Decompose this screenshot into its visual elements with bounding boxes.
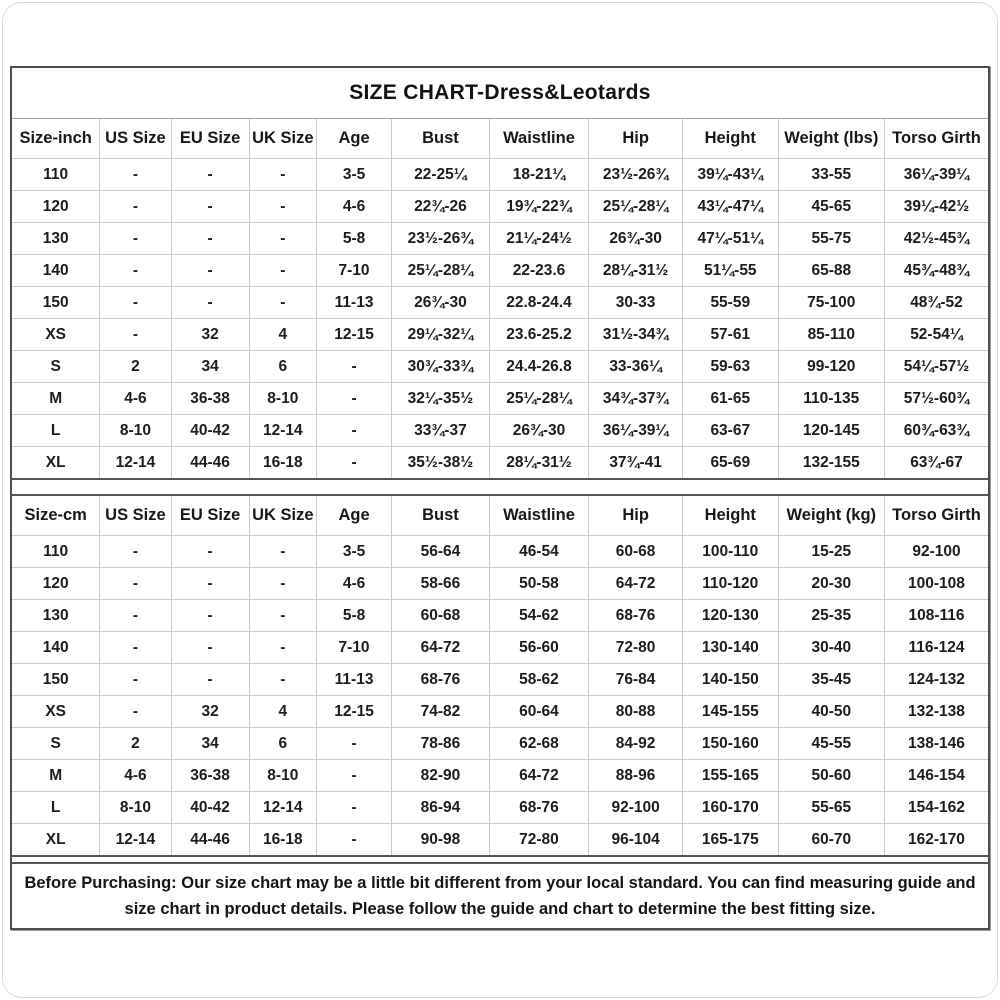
column-header: Torso Girth [884, 495, 988, 536]
table-cell: 86-94 [392, 792, 490, 824]
table-cell: XL [12, 447, 100, 480]
table-cell: - [249, 223, 316, 255]
table-cell: 160-170 [682, 792, 778, 824]
table-cell: 15-25 [778, 536, 884, 568]
table-cell: 45¾-48¾ [884, 255, 988, 287]
table-cell: - [171, 159, 249, 191]
table-cell: 12-14 [100, 824, 171, 857]
table-cell: - [100, 191, 171, 223]
table-cell: 2 [100, 351, 171, 383]
table-cell: 21¼-24½ [489, 223, 589, 255]
table-cell: 58-62 [489, 664, 589, 696]
table-cell: 78-86 [392, 728, 490, 760]
table-cell: - [100, 319, 171, 351]
table-cell: M [12, 760, 100, 792]
table-cell: 108-116 [884, 600, 988, 632]
table-cell: 59-63 [682, 351, 778, 383]
table-cell: 4-6 [316, 191, 391, 223]
table-cell: 68-76 [392, 664, 490, 696]
table-cell: 33¾-37 [392, 415, 490, 447]
column-header: Torso Girth [884, 119, 988, 159]
table-cell: 20-30 [778, 568, 884, 600]
table-cell: 33-36¼ [589, 351, 683, 383]
table-cell: 124-132 [884, 664, 988, 696]
table-row [12, 760, 988, 792]
size-chart-frame [10, 66, 990, 930]
table-row [12, 792, 988, 824]
column-header: Bust [392, 495, 490, 536]
table-row [12, 383, 988, 415]
table-cell: 120 [12, 191, 100, 223]
table-row [12, 536, 988, 568]
table-cell: - [316, 383, 391, 415]
table-cell: 34 [171, 728, 249, 760]
table-cell: - [100, 568, 171, 600]
column-header: UK Size [249, 119, 316, 159]
table-cell: 37¾-41 [589, 447, 683, 480]
table-cell: - [249, 255, 316, 287]
table-cell: 7-10 [316, 632, 391, 664]
page-title: SIZE CHART-Dress&Leotards [12, 68, 988, 119]
size-table-cm [12, 494, 988, 857]
table-cell: 55-75 [778, 223, 884, 255]
column-header: Hip [589, 119, 683, 159]
table-cell: 82-90 [392, 760, 490, 792]
table-row [12, 632, 988, 664]
table-cell: 58-66 [392, 568, 490, 600]
table-cell: 68-76 [589, 600, 683, 632]
header-row [12, 119, 988, 159]
header-row [12, 495, 988, 536]
table-cell: - [249, 568, 316, 600]
table-row [12, 319, 988, 351]
table-cell: 62-68 [489, 728, 589, 760]
table-cell: 33-55 [778, 159, 884, 191]
table-cell: - [171, 664, 249, 696]
table-cell: 140 [12, 632, 100, 664]
table-row [12, 600, 988, 632]
table-cell: 110-135 [778, 383, 884, 415]
column-header: Hip [589, 495, 683, 536]
table-cell: 25-35 [778, 600, 884, 632]
table-cell: - [316, 792, 391, 824]
table-divider-gap [12, 480, 988, 494]
table-row [12, 351, 988, 383]
table-row [12, 255, 988, 287]
table-cell: 92-100 [589, 792, 683, 824]
table-cell: 64-72 [589, 568, 683, 600]
column-header: Waistline [489, 119, 589, 159]
table-cell: 23½-26¾ [589, 159, 683, 191]
table-cell: - [316, 415, 391, 447]
table-cell: 26¾-30 [392, 287, 490, 319]
column-header: Age [316, 495, 391, 536]
table-cell: 110 [12, 536, 100, 568]
table-cell: 48¾-52 [884, 287, 988, 319]
table-cell: 25¼-28¼ [489, 383, 589, 415]
table-cell: - [100, 159, 171, 191]
table-cell: - [249, 159, 316, 191]
table-cell: 63¾-67 [884, 447, 988, 480]
table-cell: 35½-38½ [392, 447, 490, 480]
table-row [12, 447, 988, 480]
table-cell: 50-60 [778, 760, 884, 792]
table-cell: 132-155 [778, 447, 884, 480]
table-cell: 56-60 [489, 632, 589, 664]
table-cell: 32 [171, 319, 249, 351]
table-cell: 16-18 [249, 824, 316, 857]
table-cell: XS [12, 319, 100, 351]
table-cell: 51¼-55 [682, 255, 778, 287]
table-cell: 74-82 [392, 696, 490, 728]
table-cell: - [249, 600, 316, 632]
table-row [12, 824, 988, 857]
table-cell: 8-10 [100, 415, 171, 447]
table-cell: 60-68 [392, 600, 490, 632]
table-cell: 31½-34¾ [589, 319, 683, 351]
table-cell: 64-72 [392, 632, 490, 664]
table-cell: 44-46 [171, 447, 249, 480]
table-cell: 130 [12, 600, 100, 632]
table-cell: 32¼-35½ [392, 383, 490, 415]
table-cell: 32 [171, 696, 249, 728]
table-cell: 54-62 [489, 600, 589, 632]
table-cell: 2 [100, 728, 171, 760]
table-cell: 25¼-28¼ [589, 191, 683, 223]
table-cell: 145-155 [682, 696, 778, 728]
table-cell: 28¼-31½ [489, 447, 589, 480]
table-cell: 150 [12, 287, 100, 319]
table-cell: 6 [249, 728, 316, 760]
table-cell: 3-5 [316, 159, 391, 191]
table-cell: 80-88 [589, 696, 683, 728]
table-cell: - [316, 351, 391, 383]
table-cell: 22.8-24.4 [489, 287, 589, 319]
table-cell: 26¾-30 [589, 223, 683, 255]
table-cell: 63-67 [682, 415, 778, 447]
table-cell: - [171, 287, 249, 319]
table-cell: - [100, 632, 171, 664]
table-cell: 29¼-32¼ [392, 319, 490, 351]
table-cell: 44-46 [171, 824, 249, 857]
table-cell: - [249, 664, 316, 696]
table-cell: - [100, 600, 171, 632]
table-cell: 47¼-51¼ [682, 223, 778, 255]
table-cell: L [12, 415, 100, 447]
table-cell: 12-14 [100, 447, 171, 480]
table-row [12, 159, 988, 191]
column-header: US Size [100, 495, 171, 536]
table-cell: 52-54¼ [884, 319, 988, 351]
table-cell: 61-65 [682, 383, 778, 415]
table-cell: - [316, 728, 391, 760]
table-cell: 65-88 [778, 255, 884, 287]
table-cell: 100-108 [884, 568, 988, 600]
table-cell: - [249, 536, 316, 568]
table-cell: 57½-60¾ [884, 383, 988, 415]
column-header: Bust [392, 119, 490, 159]
table-cell: 23.6-25.2 [489, 319, 589, 351]
table-cell: - [100, 287, 171, 319]
table-cell: 4-6 [100, 760, 171, 792]
table-cell: 36¼-39¼ [884, 159, 988, 191]
column-header: Weight (lbs) [778, 119, 884, 159]
column-header: Height [682, 495, 778, 536]
table-cell: 3-5 [316, 536, 391, 568]
table-cell: 8-10 [249, 760, 316, 792]
table-cell: 16-18 [249, 447, 316, 480]
table-cell: 60-64 [489, 696, 589, 728]
table-cell: 120-130 [682, 600, 778, 632]
table-cell: 12-15 [316, 696, 391, 728]
column-header: Size-cm [12, 495, 100, 536]
table-cell: XS [12, 696, 100, 728]
table-cell: 154-162 [884, 792, 988, 824]
table-cell: 42½-45¾ [884, 223, 988, 255]
table-cell: - [100, 536, 171, 568]
table-cell: 76-84 [589, 664, 683, 696]
table-cell: 36¼-39¼ [589, 415, 683, 447]
table-cell: 110 [12, 159, 100, 191]
table-cell: 30¾-33¾ [392, 351, 490, 383]
table-row [12, 568, 988, 600]
table-cell: 11-13 [316, 287, 391, 319]
table-cell: - [316, 760, 391, 792]
table-cell: 22-25¼ [392, 159, 490, 191]
table-cell: 130 [12, 223, 100, 255]
table-cell: - [249, 191, 316, 223]
table-row [12, 191, 988, 223]
table-cell: 30-33 [589, 287, 683, 319]
table-cell: 30-40 [778, 632, 884, 664]
table-cell: 18-21¼ [489, 159, 589, 191]
table-cell: 92-100 [884, 536, 988, 568]
table-cell: 155-165 [682, 760, 778, 792]
table-cell: 5-8 [316, 600, 391, 632]
table-cell: 165-175 [682, 824, 778, 857]
table-cell: 68-76 [489, 792, 589, 824]
column-header: Weight (kg) [778, 495, 884, 536]
table-cell: 7-10 [316, 255, 391, 287]
table-cell: 4 [249, 319, 316, 351]
table-cell: 56-64 [392, 536, 490, 568]
table-cell: 138-146 [884, 728, 988, 760]
column-header: US Size [100, 119, 171, 159]
table-cell: 19¾-22¾ [489, 191, 589, 223]
table-cell: 4-6 [316, 568, 391, 600]
table-cell: - [171, 536, 249, 568]
table-cell: 8-10 [100, 792, 171, 824]
table-cell: 110-120 [682, 568, 778, 600]
table-cell: - [171, 632, 249, 664]
table-cell: 4-6 [100, 383, 171, 415]
table-cell: - [171, 191, 249, 223]
table-cell: - [100, 223, 171, 255]
table-cell: 35-45 [778, 664, 884, 696]
table-cell: 36-38 [171, 760, 249, 792]
column-header: Age [316, 119, 391, 159]
column-header: Height [682, 119, 778, 159]
table-row [12, 223, 988, 255]
table-cell: 130-140 [682, 632, 778, 664]
table-cell: 150 [12, 664, 100, 696]
table-cell: 84-92 [589, 728, 683, 760]
table-cell: 12-14 [249, 792, 316, 824]
table-cell: 99-120 [778, 351, 884, 383]
table-cell: 22-23.6 [489, 255, 589, 287]
table-cell: - [171, 255, 249, 287]
column-header: EU Size [171, 119, 249, 159]
table-cell: 54¼-57½ [884, 351, 988, 383]
table-cell: 24.4-26.8 [489, 351, 589, 383]
table-cell: XL [12, 824, 100, 857]
table-cell: 50-58 [489, 568, 589, 600]
table-cell: - [171, 568, 249, 600]
table-cell: 60-68 [589, 536, 683, 568]
table-cell: - [100, 255, 171, 287]
table-cell: 4 [249, 696, 316, 728]
table-cell: 55-65 [778, 792, 884, 824]
table-cell: 40-42 [171, 792, 249, 824]
table-cell: 72-80 [489, 824, 589, 857]
table-cell: 40-50 [778, 696, 884, 728]
column-header: EU Size [171, 495, 249, 536]
table-row [12, 696, 988, 728]
table-cell: 57-61 [682, 319, 778, 351]
table-cell: 90-98 [392, 824, 490, 857]
table-cell: 65-69 [682, 447, 778, 480]
table-cell: 8-10 [249, 383, 316, 415]
table-cell: - [171, 223, 249, 255]
table-row [12, 287, 988, 319]
table-cell: 39¼-42½ [884, 191, 988, 223]
table-cell: L [12, 792, 100, 824]
table-cell: 26¾-30 [489, 415, 589, 447]
column-header: UK Size [249, 495, 316, 536]
table-cell: 140 [12, 255, 100, 287]
table-cell: 23½-26¾ [392, 223, 490, 255]
table-cell: - [100, 664, 171, 696]
table-cell: 116-124 [884, 632, 988, 664]
table-cell: 120 [12, 568, 100, 600]
table-cell: 150-160 [682, 728, 778, 760]
table-cell: 162-170 [884, 824, 988, 857]
table-cell: 45-65 [778, 191, 884, 223]
table-row [12, 415, 988, 447]
table-cell: 60-70 [778, 824, 884, 857]
column-header: Size-inch [12, 119, 100, 159]
table-cell: 132-138 [884, 696, 988, 728]
table-cell: - [249, 287, 316, 319]
table-row [12, 664, 988, 696]
table-cell: 75-100 [778, 287, 884, 319]
table-cell: 12-14 [249, 415, 316, 447]
table-cell: M [12, 383, 100, 415]
table-cell: 34¾-37¾ [589, 383, 683, 415]
table-cell: - [316, 447, 391, 480]
table-cell: 96-104 [589, 824, 683, 857]
table-cell: 5-8 [316, 223, 391, 255]
table-cell: 55-59 [682, 287, 778, 319]
table-cell: S [12, 351, 100, 383]
table-cell: - [171, 600, 249, 632]
table-cell: 64-72 [489, 760, 589, 792]
table-cell: 40-42 [171, 415, 249, 447]
table-cell: 25¼-28¼ [392, 255, 490, 287]
table-cell: S [12, 728, 100, 760]
table-cell: 34 [171, 351, 249, 383]
table-cell: 88-96 [589, 760, 683, 792]
table-cell: 39¼-43¼ [682, 159, 778, 191]
column-header: Waistline [489, 495, 589, 536]
table-cell: 11-13 [316, 664, 391, 696]
table-cell: 72-80 [589, 632, 683, 664]
table-cell: 140-150 [682, 664, 778, 696]
table-row [12, 728, 988, 760]
table-cell: 43¼-47¼ [682, 191, 778, 223]
purchase-note: Before Purchasing: Our size chart may be a little bit different from your local standard. You can find measuring guide and size chart in product details. Please follow the guide and chart to determine the best fitting size. [12, 862, 988, 928]
table-cell: - [316, 824, 391, 857]
table-cell: - [100, 696, 171, 728]
table-cell: 45-55 [778, 728, 884, 760]
table-cell: 60¾-63¾ [884, 415, 988, 447]
table-cell: 28¼-31½ [589, 255, 683, 287]
table-cell: 120-145 [778, 415, 884, 447]
table-cell: 146-154 [884, 760, 988, 792]
table-cell: 12-15 [316, 319, 391, 351]
size-table-inch [12, 119, 988, 480]
table-cell: 36-38 [171, 383, 249, 415]
table-cell: - [249, 632, 316, 664]
table-cell: 85-110 [778, 319, 884, 351]
table-cell: 22¾-26 [392, 191, 490, 223]
table-cell: 46-54 [489, 536, 589, 568]
table-cell: 100-110 [682, 536, 778, 568]
table-cell: 6 [249, 351, 316, 383]
